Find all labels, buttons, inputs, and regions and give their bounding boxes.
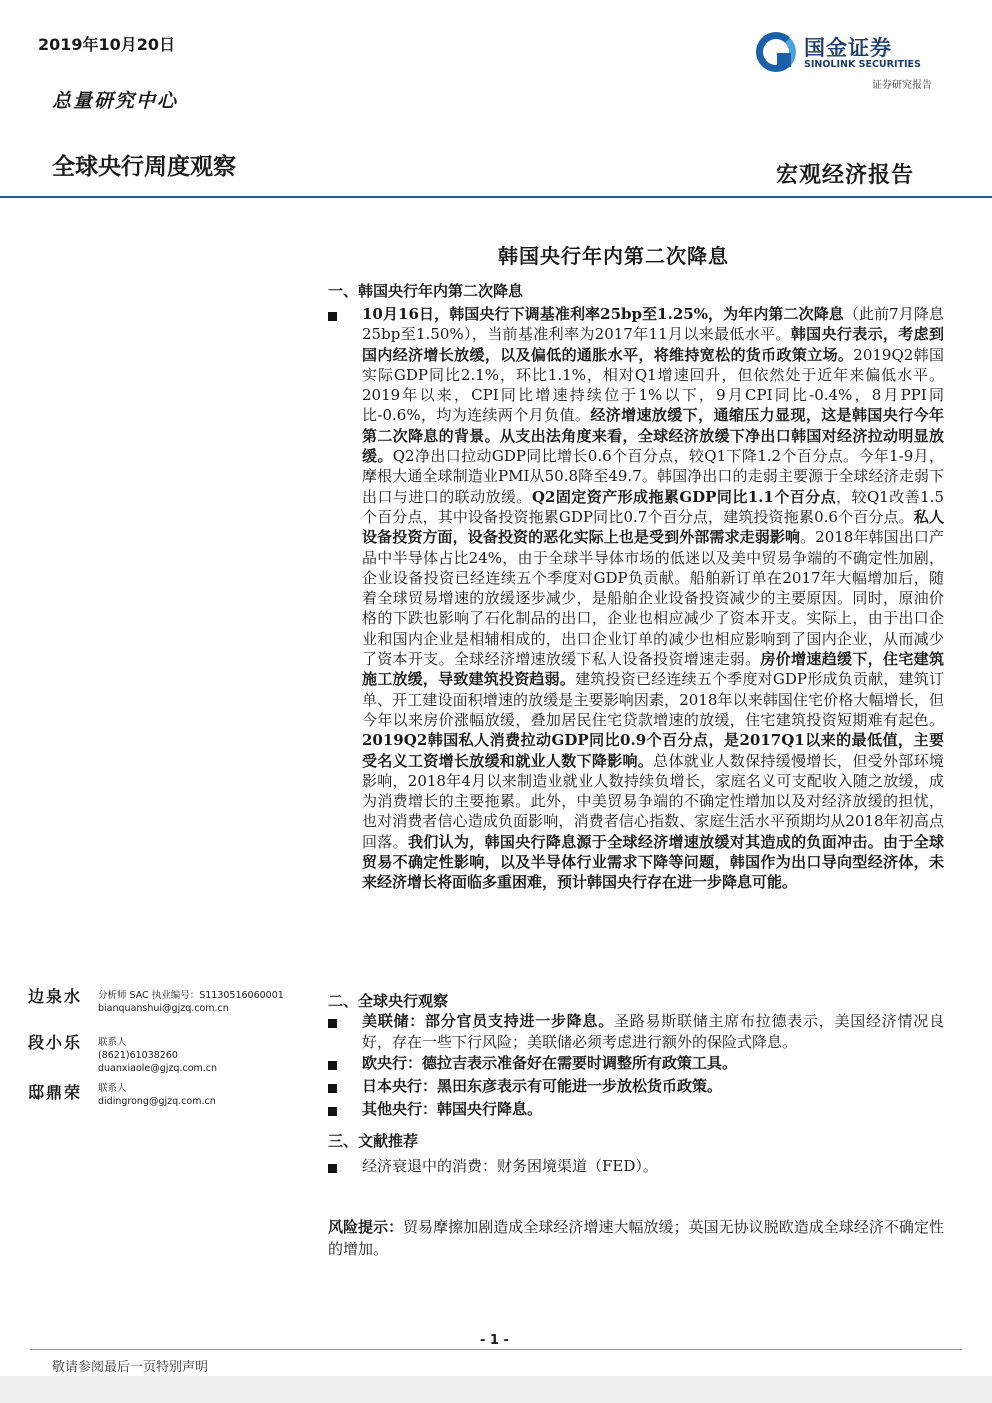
analyst-name: 段小乐 — [28, 1033, 83, 1052]
s1-j: 房价增速趋缓下，住宅建筑施工放缓，导致建筑投资趋弱。 — [362, 650, 944, 689]
s1-m: 总体就业人数保持缓慢增长，但受外部环境影响，2018年4月以来制造业就业人数持续负增长，家庭名义可支配收入随之放缓，成为消费增长的主要拖累。此外，中美贸易争端的不确定性增加以及对经济放缓的担忧，也对消费者信心造成负面影响，消费者信心指数、家庭生活水平预期均从2018年初高点回落。 — [362, 751, 944, 851]
sinolink-logo — [756, 30, 956, 90]
s1-b: 韩国央行表示，考虑到国内经济增长放缓，以及偏低的通胀水平，将维持宽松的货币政策立场。 — [362, 325, 944, 364]
s1-k: 建筑投资已经连续五个季度对GDP形成负贡献，建筑订单、开工建设面积增速的放缓是主要影响因素，2018年以来韩国住宅价格大幅增长，但今年以来房价涨幅放缓，叠加居民住宅贷款增速的放缓，住宅建筑投资短期难有起色。 — [362, 670, 944, 729]
analyst-email[interactable]: duanxiaole@gjzq.com.cn — [98, 1063, 218, 1074]
report-type: 宏观经济报告 — [776, 162, 915, 188]
footer-divider — [30, 1349, 962, 1350]
item-bold: 欧央行：德拉吉表示准备好在需要时调整所有政策工具。 — [362, 1054, 738, 1072]
s1-l: 2019Q2韩国私人消费拉动GDP同比0.9个百分点，是2017Q1以来的最低值，主要受名义工资增长放缓和就业人数下降影响。 — [362, 731, 944, 770]
bullet-square-icon — [328, 1162, 340, 1174]
section2-item — [362, 1076, 944, 1097]
section3-item[interactable]: 经济衰退中的消费：财务困境渠道（FED）。 — [362, 1157, 658, 1175]
section2-item — [362, 1099, 944, 1120]
analyst-line: 联系人 — [98, 1083, 127, 1094]
bullet-square-icon — [328, 1017, 340, 1029]
s1-lead: 10月16日，韩国央行下调基准利率25bp至1.25%，为年内第二次降息 — [362, 305, 844, 323]
section1-title: 一、韩国央行年内第二次降息 — [328, 282, 524, 300]
s1-d: 经济增速放缓下，通缩压力显现，这是韩国央行今年第二次降息的背景。从支出法角度来看，全球经济放缓下净出口韩国对经济拉动明显放缓。 — [362, 406, 944, 466]
section2-item — [362, 1053, 944, 1074]
analyst-info — [98, 1036, 217, 1075]
s1-n: 我们认为，韩国央行降息源于全球经济增速放缓对其造成的负面冲击。由于全球贸易不确定性影响，以及半导体行业需求下降等问题，韩国作为出口导向型经济体，未来经济增长将面临多重困难，预计韩国央行存在进一步降息可能。 — [362, 832, 944, 892]
analyst-line: 分析师 SAC 执业编号：S1130516060001 — [98, 990, 284, 1001]
s1-f: Q2固定资产形成拖累GDP同比1.1个百分点 — [531, 487, 837, 506]
risk-warning — [328, 1216, 944, 1260]
footer-band — [0, 1376, 992, 1403]
item-text: 圣路易斯联储主席布拉德表示，美国经济情况良好，存在一些下行风险；美联储必须考虑进行额外的保险式降息。 — [362, 1012, 944, 1051]
header-divider — [0, 196, 992, 198]
footer-disclaimer: 敬请参阅最后一页特别声明 — [52, 1360, 209, 1375]
s1-g: ，较Q1改善1.5个百分点，其中设备投资拖累GDP同比0.7个百分点，建筑投资拖累0.6个百分点。 — [362, 487, 944, 526]
main-heading: 韩国央行年内第二次降息 — [498, 244, 729, 268]
s1-h: 私人设备投资方面，设备投资的恶化实际上也是受到外部需求走弱影响 — [362, 507, 944, 547]
section2-item — [362, 1011, 944, 1053]
bullet-square-icon — [328, 1082, 340, 1094]
logo-subtitle: 证券研究报告 — [872, 80, 932, 91]
analyst-name: 边泉水 — [28, 987, 83, 1006]
bullet-square-icon — [328, 310, 340, 322]
section2-title: 二、全球央行观察 — [328, 992, 449, 1010]
section3-title: 三、文献推荐 — [328, 1132, 419, 1150]
item-bold: 其他央行：韩国央行降息。 — [362, 1100, 543, 1118]
section1-body — [362, 304, 944, 893]
item-bold: 日本央行：黑田东彦表示有可能进一步放松货币政策。 — [362, 1077, 723, 1095]
analyst-name: 邸鼎荣 — [28, 1083, 83, 1102]
risk-text: 贸易摩擦加剧造成全球经济增速大幅放缓；英国无协议脱欧造成全球经济不确定性的增加。 — [328, 1218, 944, 1258]
risk-label: 风险提示： — [328, 1218, 404, 1236]
bullet-square-icon — [328, 1105, 340, 1117]
analyst-email[interactable]: didingrong@gjzq.com.cn — [98, 1096, 216, 1107]
analyst-line: 联系人 — [98, 1037, 127, 1048]
s1-a: （此前7月降息25bp至1.50%），当前基准利率为2017年11月以来最低水平。 — [362, 305, 945, 344]
s1-c: 2019Q2韩国实际GDP同比2.1%，环比1.1%，相对Q1增速回升，但依然处于近年来偏低水平。2019年以来，CPI同比增速持续位于1%以下，9月CPI同比-0.4%，8月PPI同比-0.6%，均为连续两个月负值。 — [362, 345, 945, 425]
bullet-square-icon — [328, 1059, 340, 1071]
research-center: 总量研究中心 — [52, 90, 179, 112]
analyst-info — [98, 989, 284, 1015]
analyst-email[interactable]: bianquanshui@gjzq.com.cn — [98, 1003, 229, 1014]
s1-e: Q2净出口拉动GDP同比增长0.6个百分点，较Q1下降1.2个百分点。今年1-9月，摩根大通全球制造业PMI从50.8降至49.7。韩国净出口的走弱主要源于全球经济走弱下出口与进口的联动放缓。 — [362, 447, 944, 506]
document-title: 全球央行周度观察 — [52, 154, 236, 180]
logo-en-text: SINOLINK SECURITIES — [804, 59, 921, 70]
analyst-info — [98, 1082, 216, 1108]
s1-i: 。2018年韩国出口产品中半导体占比24%，由于全球半导体市场的低迷以及美中贸易争端的不确定性加剧，企业设备投资已经连续五个季度对GDP负贡献。船舶新订单在2017年大幅增加后，随着全球贸易增速的放缓逐步减少，是船舶企业设备投资减少的主要原因。同时，原油价格的下跌也影响了石化制品的出口，企业也相应减少了资本开支。实际上，由于出口企业和国内企业是相辅相成的，出口企业订单的减少也相应影响到了国内企业，从而减少了资本开支。全球经济增速放缓下私人设备投资增速走弱。 — [362, 528, 944, 669]
logo-cn-text: 国金证券 — [804, 36, 892, 60]
analyst-phone: (8621)61038260 — [98, 1050, 178, 1061]
report-date: 2019年10月20日 — [38, 35, 176, 54]
item-bold: 美联储：部分官员支持进一步降息。 — [362, 1012, 614, 1030]
logo-mark-icon — [756, 32, 796, 72]
page-number: - 1 - — [480, 1333, 509, 1348]
